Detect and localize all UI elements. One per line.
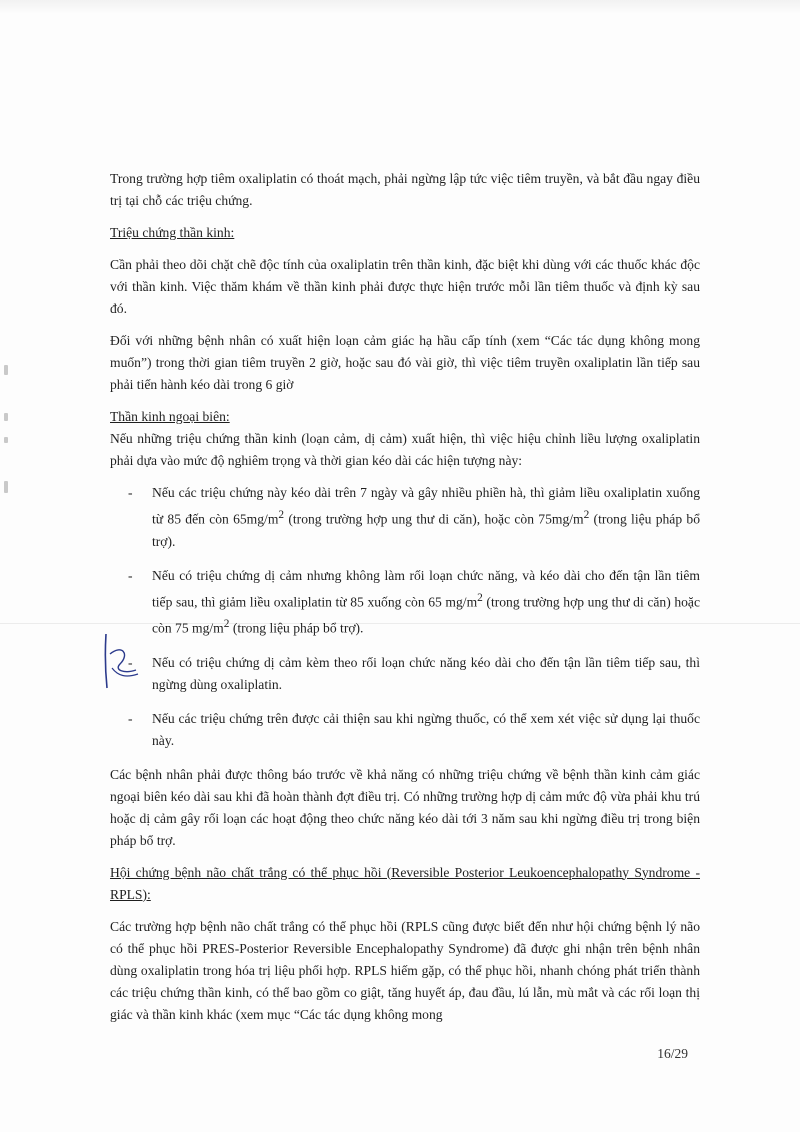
list-item-text: (trong liệu pháp bổ trợ). [152, 511, 701, 549]
dose-adjustment-list [110, 482, 700, 752]
superscript: 2 [278, 509, 285, 521]
list-dash: - [128, 710, 133, 726]
list-item-text: (trong trường hợp ung thư di căn) hoặc còn 75 mg/m [152, 594, 700, 636]
list-item-text: Nếu có triệu chứng dị cảm kèm theo rối loạn chức năng kéo dài cho đến tận lần tiêm tiếp sau, thì ngừng dùng oxaliplatin. [152, 654, 700, 692]
paragraph-pharyngolaryngeal-dysesthesia: Đối với những bệnh nhân có xuất hiện loạn cảm giác hạ hầu cấp tính (xem “Các tác dụng không mong muốn”) trong thời gian tiêm truyền 2 giờ, hoặc sau đó vài giờ, thì việc tiêm truyền oxaliplatin lần tiếp sau phải tiến hành kéo dài trong 6 giờ [110, 333, 700, 392]
margin-mark [4, 365, 8, 375]
list-item [110, 565, 700, 640]
list-dash: - [128, 654, 133, 670]
superscript: 2 [477, 591, 483, 604]
margin-mark [4, 481, 8, 493]
list-item-text: (trong liệu pháp bổ trợ). [229, 620, 364, 636]
list-item [110, 652, 700, 696]
list-dash: - [128, 485, 133, 500]
margin-mark [4, 437, 8, 443]
paragraph-neurological-monitoring: Cần phải theo dõi chặt chẽ độc tính của oxaliplatin trên thần kinh, đặc biệt khi dùng với các thuốc khác độc với thần kinh. Việc thăm khám về thần kinh phải được thực hiện trước mỗi lần tiêm thuốc và định kỳ sau đó. [110, 257, 700, 316]
list-dash: - [128, 567, 133, 583]
list-item-text: Nếu các triệu chứng trên được cải thiện sau khi ngừng thuốc, có thể xem xét việc sử dụng lại thuốc này. [152, 710, 700, 748]
list-item-text: (trong trường hợp ung thư di căn), hoặc còn 75mg/m [284, 511, 584, 527]
handwritten-initial-mark [96, 630, 142, 690]
scan-edge [0, 0, 800, 14]
heading-peripheral-neuropathy: Thần kinh ngoại biên: [110, 409, 230, 424]
paragraph-dose-adjustment-intro: Nếu những triệu chứng thần kinh (loạn cảm, dị cảm) xuất hiện, thì việc hiệu chỉnh liều lượng oxaliplatin phải dựa vào mức độ nghiêm trọng và thời gian kéo dài các hiện tượng này: [110, 431, 700, 468]
heading-neurological-symptoms: Triệu chứng thần kinh: [110, 225, 235, 240]
margin-mark [4, 413, 8, 421]
document-body [110, 168, 700, 1036]
list-item [110, 482, 700, 553]
page-number: 16/29 [657, 1046, 688, 1061]
paragraph-patient-information: Các bệnh nhân phải được thông báo trước về khả năng có những triệu chứng về bệnh thần kinh cảm giác ngoại biên kéo dài sau khi đã hoàn thành đợt điều trị. Có những trường hợp dị cảm mức độ vừa phải khu trú hoặc dị cảm gây rối loạn các hoạt động theo chức năng kéo dài tới 3 năm sau khi ngừng điều trị trong biện pháp bổ trợ. [110, 766, 700, 848]
paragraph-extravasation: Trong trường hợp tiêm oxaliplatin có thoát mạch, phải ngừng lập tức việc tiêm truyền, và bắt đầu ngay điều trị tại chỗ các triệu chứng. [110, 171, 700, 208]
paragraph-rpls: Các trường hợp bệnh não chất trắng có thể phục hồi (RPLS cũng được biết đến như hội chứng bệnh lý não có thể phục hồi PRES-Posterior Reversible Encephalopathy Syndrome) đã được ghi nhận trên bệnh nhân dùng oxaliplatin trong hóa trị liệu phối hợp. RPLS hiếm gặp, có thể phục hồi, nhanh chóng phát triển thành các triệu chứng thần kinh, có thể bao gồm co giật, tăng huyết áp, đau đầu, lú lẫn, mù mắt và các rối loạn thị giác và thần kinh khác (xem mục “Các tác dụng không mong [110, 918, 700, 1022]
heading-rpls: Hội chứng bệnh não chất trắng có thể phục hồi (Reversible Posterior Leukoencephalopathy Syndrome - RPLS): [110, 864, 700, 902]
superscript: 2 [583, 509, 590, 521]
list-item-text: Nếu các triệu chứng này kéo dài trên 7 ngày và gây nhiều phiền hà, thì giảm liều oxaliplatin xuống từ 85 đến còn 65mg/m [152, 485, 700, 527]
superscript: 2 [223, 618, 230, 631]
list-item-text: Nếu có triệu chứng dị cảm nhưng không làm rối loạn chức năng, và kéo dài cho đến tận lần tiêm tiếp sau, thì giảm liều oxaliplatin từ 85 xuống còn 65 mg/m [152, 567, 700, 610]
list-item [110, 708, 700, 752]
